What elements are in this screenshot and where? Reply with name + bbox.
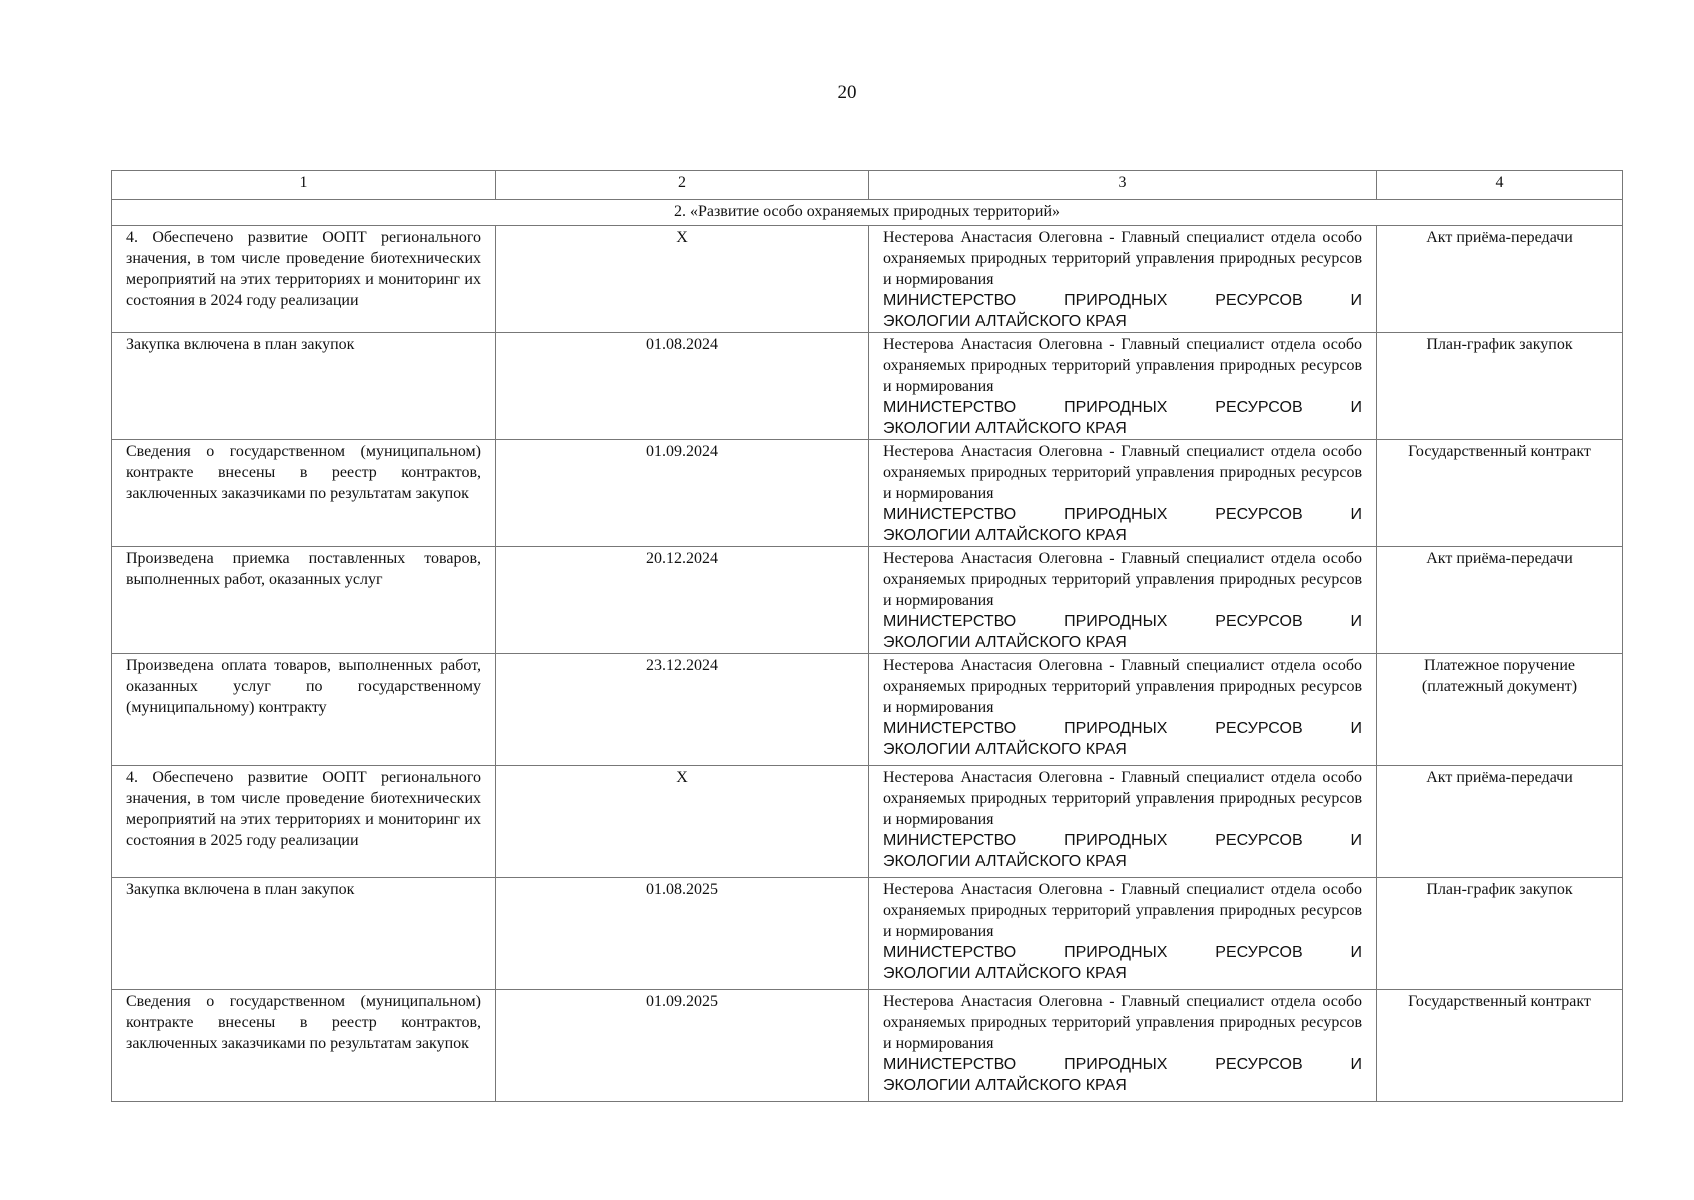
document-cell: Акт приёма-передачи — [1377, 547, 1623, 654]
responsible-org-line1: МИНИСТЕРСТВО ПРИРОДНЫХ РЕСУРСОВ И — [883, 506, 1362, 523]
document-cell: Государственный контракт — [1377, 440, 1623, 547]
date-cell: 23.12.2024 — [496, 654, 869, 766]
responsible-org-line1: МИНИСТЕРСТВО ПРИРОДНЫХ РЕСУРСОВ И — [883, 399, 1362, 416]
column-header-3: 3 — [869, 171, 1377, 200]
column-header-1: 1 — [112, 171, 496, 200]
date-cell: 01.08.2024 — [496, 333, 869, 440]
responsible-person: Нестерова Анастасия Олеговна - Главный специалист отдела особо охраняемых природных территорий управления природных ресурсов и нормирования — [883, 336, 1362, 395]
responsible-org-line1: МИНИСТЕРСТВО ПРИРОДНЫХ РЕСУРСОВ И — [883, 944, 1362, 961]
table-row — [112, 654, 1623, 766]
responsible-person: Нестерова Анастасия Олеговна - Главный специалист отдела особо охраняемых природных территорий управления природных ресурсов и нормирования — [883, 550, 1362, 609]
event-cell: Закупка включена в план закупок — [112, 878, 496, 990]
document-cell: План-график закупок — [1377, 333, 1623, 440]
responsible-org-line2: ЭКОЛОГИИ АЛТАЙСКОГО КРАЯ — [883, 634, 1127, 651]
date-cell: 01.09.2024 — [496, 440, 869, 547]
date-cell: 20.12.2024 — [496, 547, 869, 654]
date-cell: 01.08.2025 — [496, 878, 869, 990]
responsible-cell — [869, 766, 1377, 878]
responsible-org-line1: МИНИСТЕРСТВО ПРИРОДНЫХ РЕСУРСОВ И — [883, 1056, 1362, 1073]
responsible-person: Нестерова Анастасия Олеговна - Главный специалист отдела особо охраняемых природных территорий управления природных ресурсов и нормирования — [883, 881, 1362, 940]
control-points-table — [111, 170, 1623, 1102]
table-row — [112, 547, 1623, 654]
responsible-person: Нестерова Анастасия Олеговна - Главный специалист отдела особо охраняемых природных территорий управления природных ресурсов и нормирования — [883, 769, 1362, 828]
document-cell: Платежное поручение (платежный документ) — [1377, 654, 1623, 766]
responsible-org-line2: ЭКОЛОГИИ АЛТАЙСКОГО КРАЯ — [883, 313, 1127, 330]
event-cell: 4. Обеспечено развитие ООПТ регионального значения, в том числе проведение биотехнических мероприятий на этих территориях и мониторинг их состояния в 2025 году реализации — [112, 766, 496, 878]
responsible-org-line1: МИНИСТЕРСТВО ПРИРОДНЫХ РЕСУРСОВ И — [883, 832, 1362, 849]
responsible-cell — [869, 654, 1377, 766]
event-cell: Закупка включена в план закупок — [112, 333, 496, 440]
event-cell: Сведения о государственном (муниципальном) контракте внесены в реестр контрактов, заключенных заказчиками по результатам закупок — [112, 440, 496, 547]
column-header-2: 2 — [496, 171, 869, 200]
table-row — [112, 878, 1623, 990]
event-cell: Сведения о государственном (муниципальном) контракте внесены в реестр контрактов, заключенных заказчиками по результатам закупок — [112, 990, 496, 1102]
column-header-4: 4 — [1377, 171, 1623, 200]
responsible-org-line2: ЭКОЛОГИИ АЛТАЙСКОГО КРАЯ — [883, 741, 1127, 758]
document-cell: Акт приёма-передачи — [1377, 766, 1623, 878]
responsible-cell — [869, 333, 1377, 440]
document-cell: Акт приёма-передачи — [1377, 226, 1623, 333]
responsible-cell — [869, 547, 1377, 654]
responsible-org-line1: МИНИСТЕРСТВО ПРИРОДНЫХ РЕСУРСОВ И — [883, 613, 1362, 630]
responsible-cell — [869, 990, 1377, 1102]
responsible-org-line1: МИНИСТЕРСТВО ПРИРОДНЫХ РЕСУРСОВ И — [883, 292, 1362, 309]
date-cell: Х — [496, 766, 869, 878]
responsible-org-line2: ЭКОЛОГИИ АЛТАЙСКОГО КРАЯ — [883, 853, 1127, 870]
responsible-cell — [869, 878, 1377, 990]
responsible-person: Нестерова Анастасия Олеговна - Главный специалист отдела особо охраняемых природных территорий управления природных ресурсов и нормирования — [883, 657, 1362, 716]
document-cell: План-график закупок — [1377, 878, 1623, 990]
table-row — [112, 766, 1623, 878]
table-header-row — [112, 171, 1623, 200]
document-cell: Государственный контракт — [1377, 990, 1623, 1102]
page-number: 20 — [837, 82, 857, 103]
responsible-person: Нестерова Анастасия Олеговна - Главный специалист отдела особо охраняемых природных территорий управления природных ресурсов и нормирования — [883, 443, 1362, 502]
table-row — [112, 226, 1623, 333]
responsible-person: Нестерова Анастасия Олеговна - Главный специалист отдела особо охраняемых природных территорий управления природных ресурсов и нормирования — [883, 993, 1362, 1052]
responsible-org-line2: ЭКОЛОГИИ АЛТАЙСКОГО КРАЯ — [883, 965, 1127, 982]
section-title: 2. «Развитие особо охраняемых природных территорий» — [112, 200, 1623, 226]
responsible-org-line2: ЭКОЛОГИИ АЛТАЙСКОГО КРАЯ — [883, 527, 1127, 544]
table-row — [112, 333, 1623, 440]
responsible-org-line1: МИНИСТЕРСТВО ПРИРОДНЫХ РЕСУРСОВ И — [883, 720, 1362, 737]
responsible-org-line2: ЭКОЛОГИИ АЛТАЙСКОГО КРАЯ — [883, 1077, 1127, 1094]
event-cell: 4. Обеспечено развитие ООПТ регионального значения, в том числе проведение биотехнических мероприятий на этих территориях и мониторинг их состояния в 2024 году реализации — [112, 226, 496, 333]
date-cell: Х — [496, 226, 869, 333]
responsible-org-line2: ЭКОЛОГИИ АЛТАЙСКОГО КРАЯ — [883, 420, 1127, 437]
responsible-person: Нестерова Анастасия Олеговна - Главный специалист отдела особо охраняемых природных территорий управления природных ресурсов и нормирования — [883, 229, 1362, 288]
section-row — [112, 200, 1623, 226]
event-cell: Произведена приемка поставленных товаров, выполненных работ, оказанных услуг — [112, 547, 496, 654]
responsible-cell — [869, 226, 1377, 333]
table-row — [112, 990, 1623, 1102]
table-row — [112, 440, 1623, 547]
responsible-cell — [869, 440, 1377, 547]
date-cell: 01.09.2025 — [496, 990, 869, 1102]
event-cell: Произведена оплата товаров, выполненных работ, оказанных услуг по государственному (муниципальному) контракту — [112, 654, 496, 766]
